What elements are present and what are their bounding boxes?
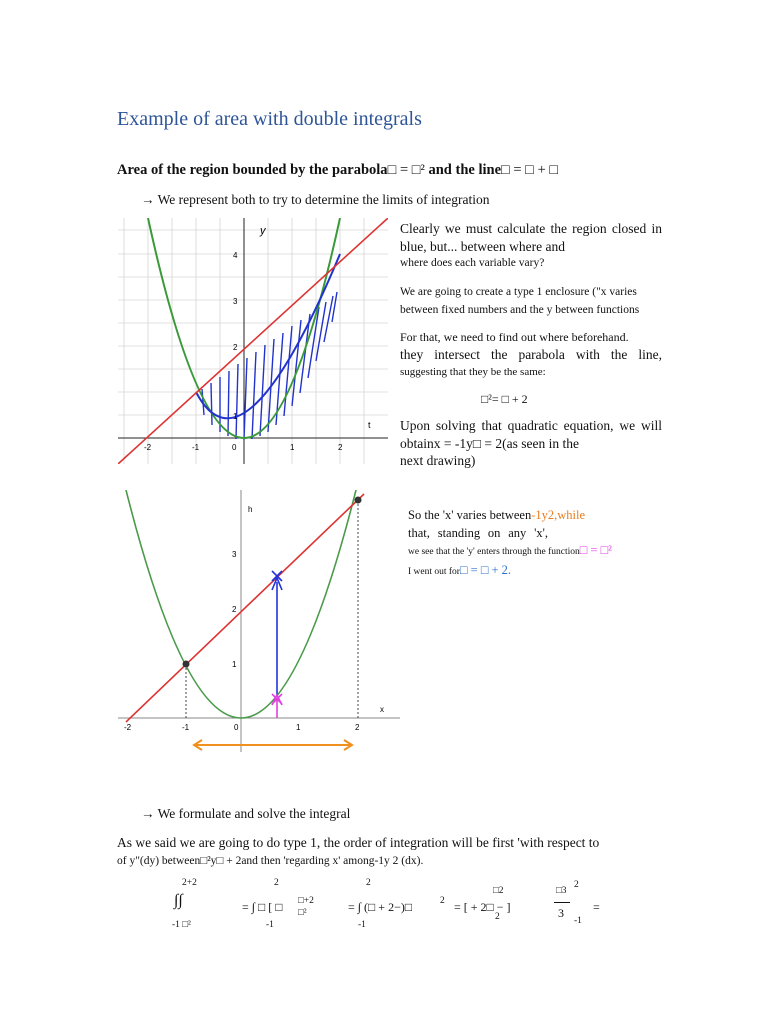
t4-den: 2: [495, 912, 500, 922]
section-heading: [117, 162, 558, 179]
graph1-xlabel: t: [368, 420, 371, 430]
t4-body: = [ + 2□ − ]: [454, 900, 511, 914]
upper-function: □ = □ + 2.: [459, 562, 512, 577]
text-line: We are going to create a type 1 enclosure ("x varies: [400, 286, 637, 298]
x-tick: 2: [355, 723, 360, 732]
lower-function: □ = □²: [579, 543, 612, 557]
x-tick: 0: [234, 723, 239, 732]
explanation-4: [400, 417, 662, 470]
graph1-ylabel: y: [260, 225, 266, 237]
t5-fraction-bar: [554, 902, 570, 903]
x-tick: 1: [290, 443, 295, 452]
graph2-xlabel: x: [380, 705, 384, 714]
line-formula: □ = □ + □: [501, 162, 559, 178]
t3-lower: -1: [358, 920, 366, 930]
text-line: Clearly we must calculate the region closed in blue, but... between where and: [400, 221, 662, 254]
t5-num: □3: [556, 886, 567, 896]
x-tick: -2: [144, 443, 152, 452]
t2-body: = ∫ □ [ □: [242, 900, 283, 914]
explanation-3: [400, 328, 662, 380]
y-tick: 1: [233, 412, 238, 421]
text-line: As we said we are going to do type 1, the order of integration will be first 'with respect to: [117, 835, 600, 850]
integral-computation: [170, 878, 630, 938]
x-tick: -1: [182, 723, 190, 732]
explanation-1: [400, 220, 662, 273]
t2-frac-top: □+2: [298, 896, 314, 906]
t4-num: □2: [493, 886, 504, 896]
y-tick: 3: [232, 550, 237, 559]
t5-den: 3: [558, 906, 564, 920]
integration-order-text: [117, 834, 599, 870]
heading-lead: Area of the region bounded by the parabola: [117, 162, 388, 178]
explanation-2: [400, 283, 675, 319]
text-line: [408, 507, 668, 525]
x-tick: -2: [124, 723, 132, 732]
explanation-limits: [408, 507, 668, 581]
text-line: that, standing on any 'x',: [408, 525, 548, 540]
t2-frac-bottom: □²: [298, 908, 307, 918]
y-tick: 2: [232, 605, 237, 614]
t3-exp: 2: [440, 896, 445, 906]
text-line: where does each variable vary?: [400, 257, 545, 269]
text-line: next drawing): [400, 453, 476, 468]
x-tick: 2: [338, 443, 343, 452]
text-line: obtainx = -1y□ = 2(as seen in the: [400, 435, 579, 451]
t3-upper: 2: [366, 878, 371, 888]
graph-limits: [118, 490, 400, 752]
x-limits: -1y2,while: [531, 508, 586, 522]
graph-region-shaded: [118, 218, 388, 464]
heading-mid: and the line: [424, 162, 501, 178]
text-line: of y"(dy) between□²y□ + 2and then 'regarding x' among-1y 2 (dx).: [117, 855, 424, 867]
t1-lower: -1 □²: [172, 920, 191, 930]
y-tick: 3: [233, 297, 238, 306]
bullet-formulate: → We formulate and solve the integral: [141, 806, 351, 821]
text-line: Upon solving that quadratic equation, we will: [400, 418, 662, 433]
t5-lower: -1: [574, 916, 582, 926]
t1-upper: 2+2: [182, 878, 197, 888]
text-line: [408, 562, 668, 582]
parabola-formula: □ = □²: [387, 162, 425, 178]
t2-lower: -1: [266, 920, 274, 930]
t1-body: ∫∫: [174, 892, 183, 909]
t2-upper: 2: [274, 878, 279, 888]
page-title: Example of area with double integrals: [117, 108, 422, 130]
t3-body: = ∫ (□ + 2−)□: [348, 900, 413, 914]
intersection-equation: □²= □ + 2: [481, 392, 528, 406]
bullet-represent: → We represent both to try to determine the limits of integration: [141, 192, 490, 207]
text-line: [408, 542, 668, 562]
graph2-ylabel: h: [248, 505, 253, 514]
text-line: between fixed numbers and the y between functions: [400, 304, 640, 316]
x-tick: -1: [192, 443, 200, 452]
text-span: I went out for: [408, 566, 460, 577]
y-tick: 2: [233, 343, 238, 352]
text-span: we see that the 'y' enters through the function: [408, 547, 580, 557]
text-line: they intersect the parabola with the line,: [400, 347, 662, 362]
y-tick: 1: [232, 660, 237, 669]
text-line: For that, we need to find out where beforehand.: [400, 330, 629, 344]
y-tick: 4: [233, 251, 238, 260]
x-tick: 1: [296, 723, 301, 732]
text-line: suggesting that they be the same:: [400, 366, 546, 378]
text-span: So the 'x' varies between: [408, 508, 532, 522]
x-tick: 0: [232, 443, 237, 452]
t6-equals: =: [593, 900, 600, 914]
t5-exp: 2: [574, 880, 579, 890]
